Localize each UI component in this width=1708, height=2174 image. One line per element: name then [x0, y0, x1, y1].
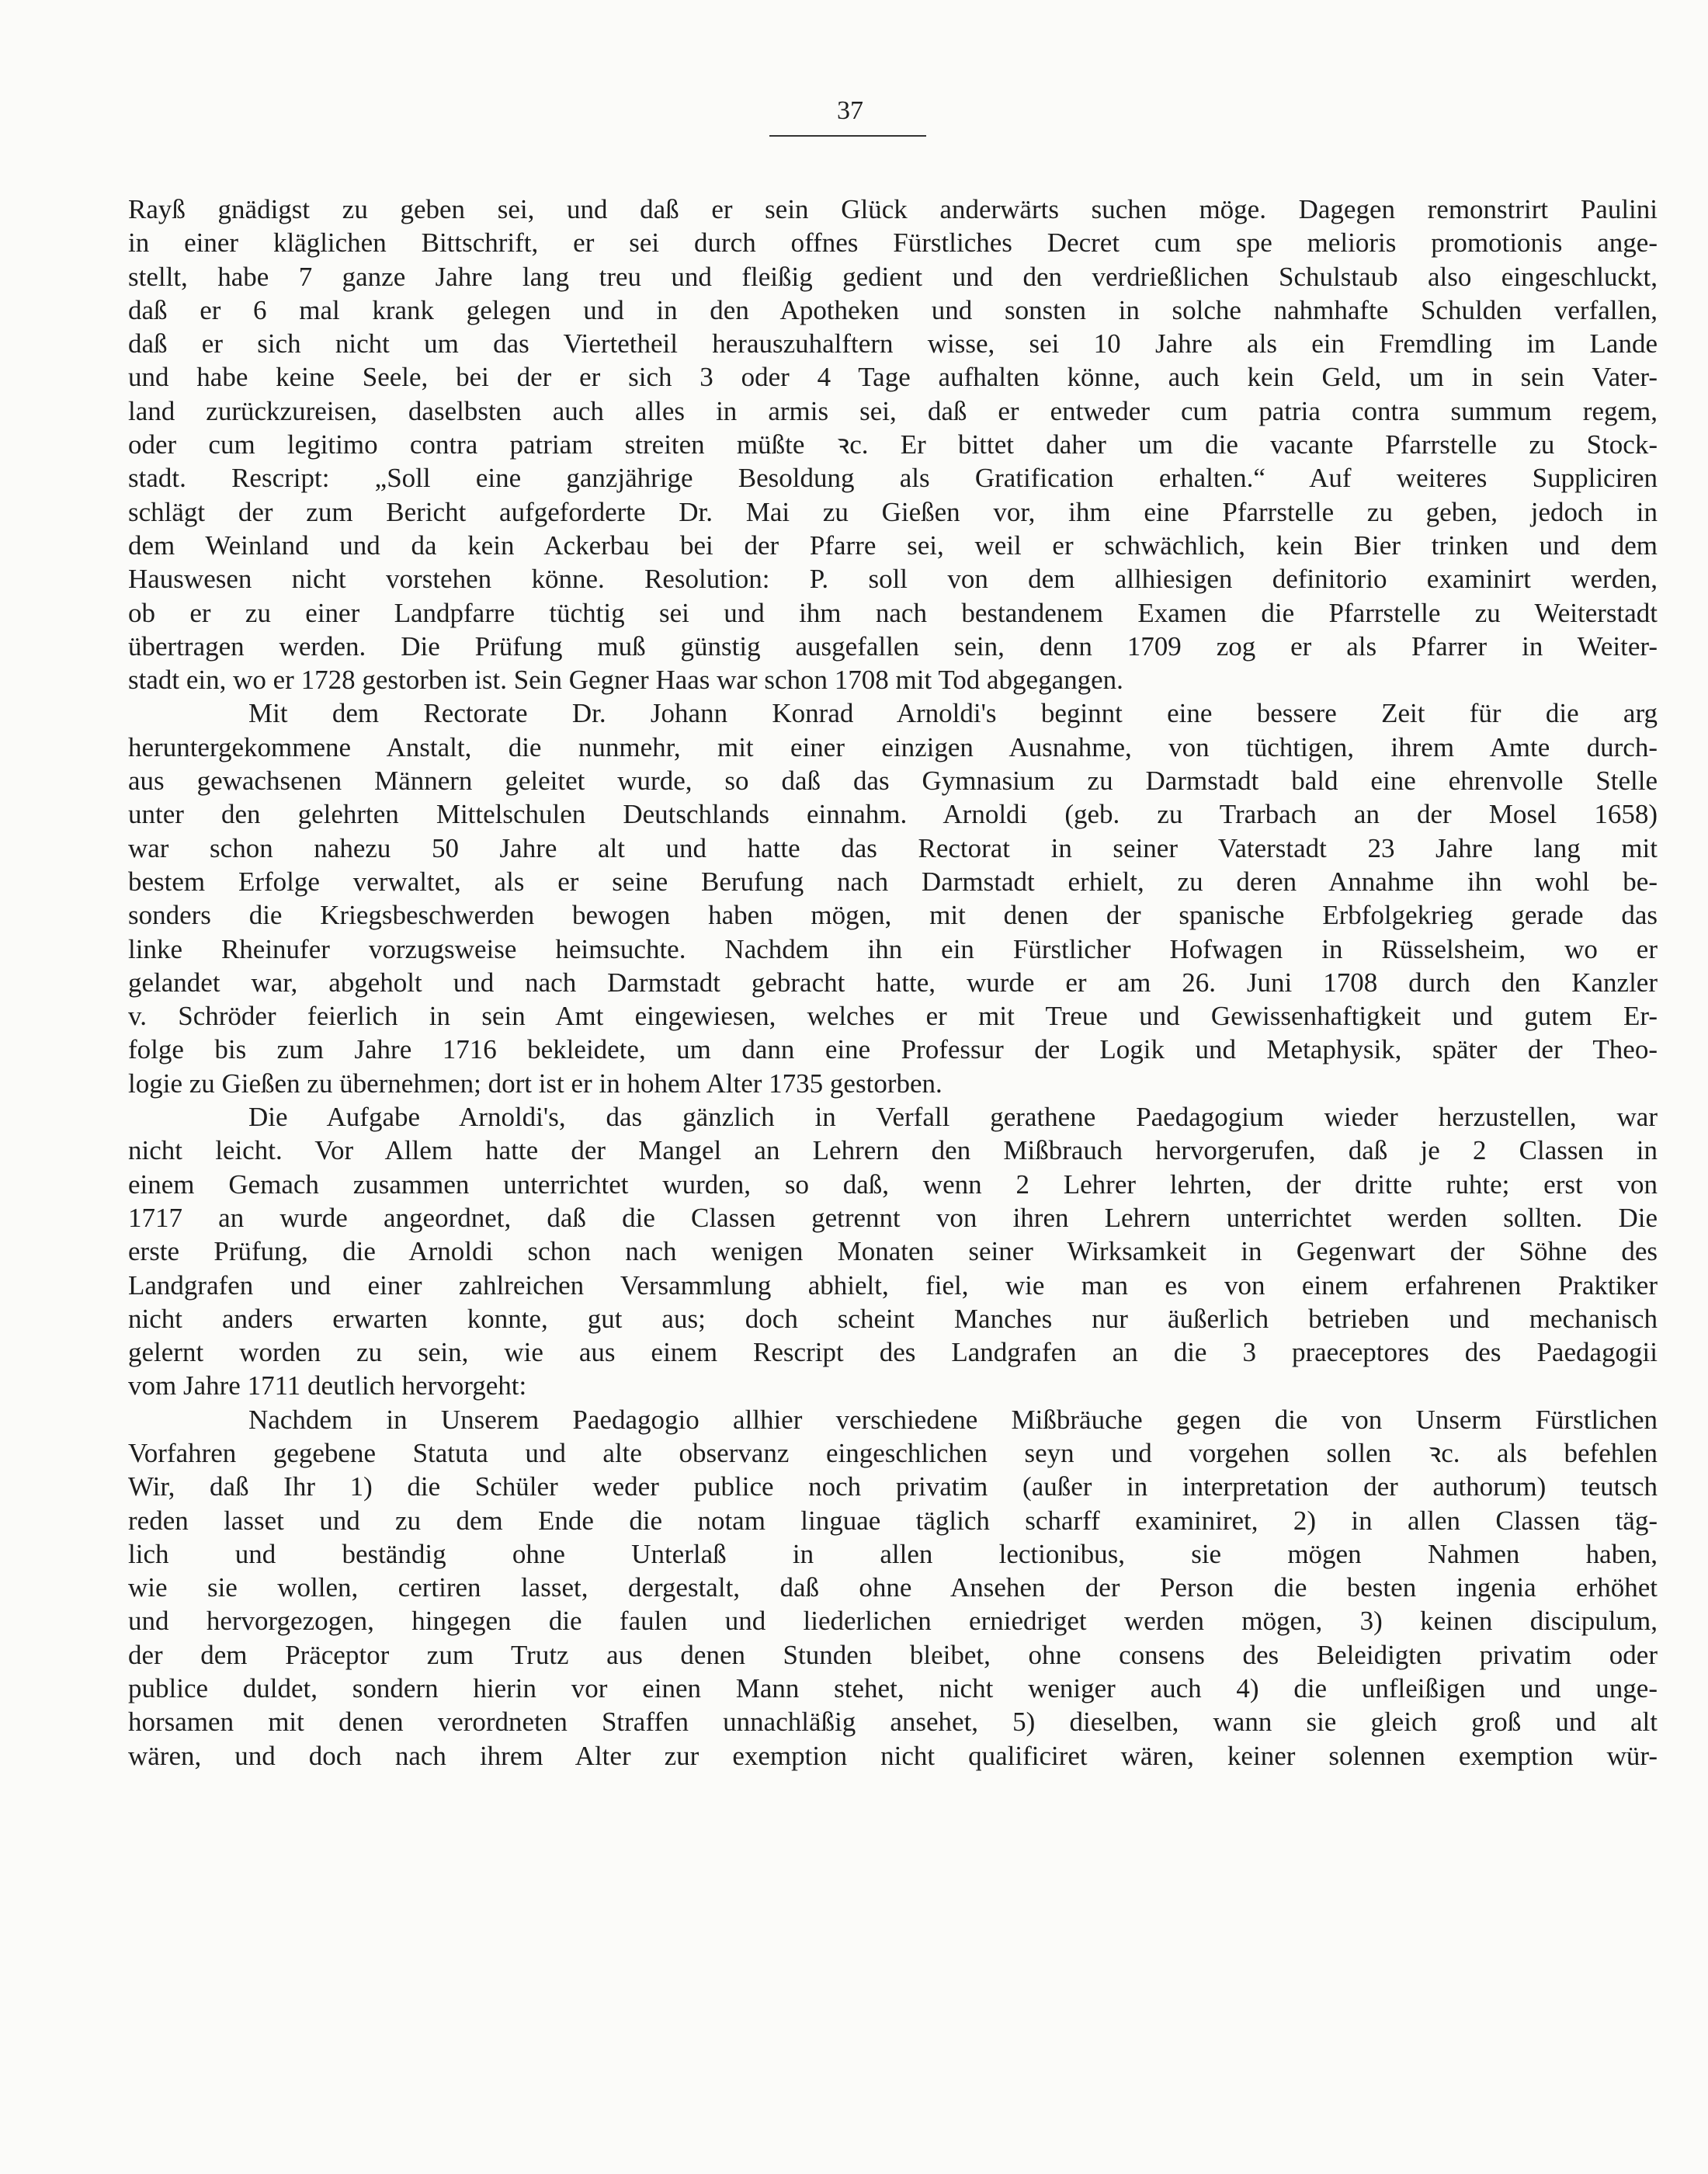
paragraph [128, 696, 1658, 1100]
text-line: der dem Präceptor zum Trutz aus denen Stunden bleibet, ohne consens des Beleidigten privatim oder [128, 1639, 1658, 1670]
text-line: wären, und doch nach ihrem Alter zur exemption nicht qualificiret wären, keiner solennen exemption wür- [128, 1740, 1658, 1771]
text-line: Hauswesen nicht vorstehen könne. Resolution: P. soll von dem allhiesigen definitorio examinirt werden, [128, 564, 1658, 595]
text-line: gelandet war, abgeholt und nach Darmstadt gebracht hatte, wurde er am 26. Juni 1708 durch den Kanzler [128, 967, 1658, 998]
text-line: aus gewachsenen Männern geleitet wurde, so daß das Gymnasium zu Darmstadt bald eine ehrenvolle Stelle [128, 766, 1658, 797]
text-line: v. Schröder feierlich in sein Amt eingewiesen, welches er mit Treue und Gewissenhaftigkeit und gutem Er- [128, 1001, 1658, 1032]
text-line: land zurückzureisen, daselbsten auch alles in armis sei, daß er entweder cum patria contra summum regem, [128, 395, 1658, 426]
text-line: horsamen mit denen verordneten Straffen unnachläßig ansehet, 5) dieselben, wann sie gleich groß und alt [128, 1707, 1658, 1738]
text-line: ob er zu einer Landpfarre tüchtig sei und ihm nach bestandenem Examen die Pfarrstelle zu Weiterstadt [128, 597, 1658, 628]
header-rule [769, 135, 926, 137]
text-line: in einer kläglichen Bittschrift, er sei durch offnes Fürstliches Decret cum spe melioris promotionis ange- [128, 227, 1658, 259]
text-line: stadt. Rescript: „Soll eine ganzjährige Besoldung als Gratification erhalten.“ Auf weiteres Suppliciren [128, 463, 1658, 494]
text-line: linke Rheinufer vorzugsweise heimsuchte. Nachdem ihn ein Fürstlicher Hofwagen in Rüsselsheim, wo er [128, 933, 1658, 964]
text-line: Vorfahren gegebene Statuta und alte observanz eingeschlichen seyn und vorgehen sollen ꝛc. als befehlen [128, 1437, 1658, 1468]
text-line: erste Prüfung, die Arnoldi schon nach wenigen Monaten seiner Wirksamkeit in Gegenwart der Söhne des [128, 1236, 1658, 1267]
text-line: übertragen werden. Die Prüfung muß günstig ausgefallen sein, denn 1709 zog er als Pfarrer in Weiter- [128, 630, 1658, 662]
text-line: oder cum legitimo contra patriam streiten müßte ꝛc. Er bittet daher um die vacante Pfarrstelle zu Stock- [128, 429, 1658, 460]
text-line: heruntergekommene Anstalt, die nunmehr, mit einer einzigen Ausnahme, von tüchtigen, ihrem Amte durch- [128, 731, 1658, 762]
text-line: Rayß gnädigst zu geben sei, und daß er sein Glück anderwärts suchen möge. Dagegen remonstrirt Paulini [128, 194, 1658, 224]
body-text [128, 193, 1658, 1773]
text-line: logie zu Gießen zu übernehmen; dort ist er in hohem Alter 1735 gestorben. [128, 1068, 943, 1099]
text-line: bestem Erfolge verwaltet, als er seine Berufung nach Darmstadt erhielt, zu deren Annahme ihn wohl be- [128, 866, 1658, 897]
text-line: stellt, habe 7 ganze Jahre lang treu und fleißig gedient und den verdrießlichen Schulstaub also eingeschluckt, [128, 261, 1658, 292]
paragraph [128, 193, 1658, 696]
text-line: lich und beständig ohne Unterlaß in allen lectionibus, sie mögen Nahmen haben, [128, 1538, 1658, 1569]
text-line: folge bis zum Jahre 1716 bekleidete, um dann eine Professur der Logik und Metaphysik, später der Theo- [128, 1034, 1658, 1065]
text-line: 1717 an wurde angeordnet, daß die Classen getrennt von ihren Lehrern unterrichtet werden sollten. Die [128, 1202, 1658, 1233]
text-line: Mit dem Rectorate Dr. Johann Konrad Arnoldi's beginnt eine bessere Zeit für die arg [248, 698, 1658, 729]
page-number: 37 [837, 96, 863, 125]
text-line: dem Weinland und da kein Ackerbau bei der Pfarre sei, weil er schwächlich, kein Bier trinken und dem [128, 530, 1658, 561]
text-line: Wir, daß Ihr 1) die Schüler weder publice noch privatim (außer in interpretation der authorum) teutsch [128, 1471, 1658, 1502]
text-line: reden lasset und zu dem Ende die notam linguae täglich scharff examiniret, 2) in allen Classen täg- [128, 1505, 1658, 1536]
text-line: Nachdem in Unserem Paedagogio allhier verschiedene Mißbräuche gegen die von Unserm Fürstlichen [248, 1404, 1658, 1435]
paragraph [128, 1100, 1658, 1403]
text-line: vom Jahre 1711 deutlich hervorgeht: [128, 1370, 527, 1401]
text-line: daß er sich nicht um das Viertetheil herauszuhalftern wisse, sei 10 Jahre als ein Fremdling im Lande [128, 328, 1658, 359]
text-line: sonders die Kriegsbeschwerden bewogen haben mögen, mit denen der spanische Erbfolgekrieg gerade das [128, 900, 1658, 931]
paragraph [128, 1403, 1658, 1773]
text-line: einem Gemach zusammen unterrichtet wurden, so daß, wenn 2 Lehrer lehrten, der dritte ruhte; erst von [128, 1169, 1658, 1200]
text-line: stadt ein, wo er 1728 gestorben ist. Sein Gegner Haas war schon 1708 mit Tod abgegangen. [128, 665, 1123, 696]
text-line: Landgrafen und einer zahlreichen Versammlung abhielt, fiel, wie man es von einem erfahrenen Praktiker [128, 1269, 1658, 1301]
text-line: war schon nahezu 50 Jahre alt und hatte das Rectorat in seiner Vaterstadt 23 Jahre lang mit [128, 832, 1658, 863]
text-line: publice duldet, sondern hierin vor einen Mann stehet, nicht weniger auch 4) die unfleißigen und unge- [128, 1673, 1658, 1704]
text-line: Die Aufgabe Arnoldi's, das gänzlich in Verfall gerathene Paedagogium wieder herzustellen, war [248, 1102, 1658, 1133]
text-line: und hervorgezogen, hingegen die faulen und liederlichen erniedriget werden mögen, 3) keinen discipulum, [128, 1606, 1658, 1637]
text-line: nicht leicht. Vor Allem hatte der Mangel an Lehrern den Mißbrauch hervorgerufen, daß je 2 Classen in [128, 1135, 1658, 1166]
text-line: daß er 6 mal krank gelegen und in den Apotheken und sonsten in solche nahmhafte Schulden verfallen, [128, 294, 1658, 325]
text-line: schlägt der zum Bericht aufgeforderte Dr. Mai zu Gießen vor, ihm eine Pfarrstelle zu geben, jedoch in [128, 496, 1658, 527]
text-line: wie sie wollen, certiren lasset, dergestalt, daß ohne Ansehen der Person die besten ingenia erhöhet [128, 1572, 1658, 1603]
text-line: und habe keine Seele, bei der er sich 3 oder 4 Tage aufhalten könne, auch kein Geld, um in sein Vater- [128, 362, 1658, 393]
text-line: gelernt worden zu sein, wie aus einem Rescript des Landgrafen an die 3 praeceptores des Paedagogii [128, 1337, 1658, 1368]
text-line: unter den gelehrten Mittelschulen Deutschlands einnahm. Arnoldi (geb. zu Trarbach an der Mosel 1658) [128, 799, 1658, 830]
text-line: nicht anders erwarten konnte, gut aus; doch scheint Manches nur äußerlich betrieben und mechanisch [128, 1303, 1658, 1334]
